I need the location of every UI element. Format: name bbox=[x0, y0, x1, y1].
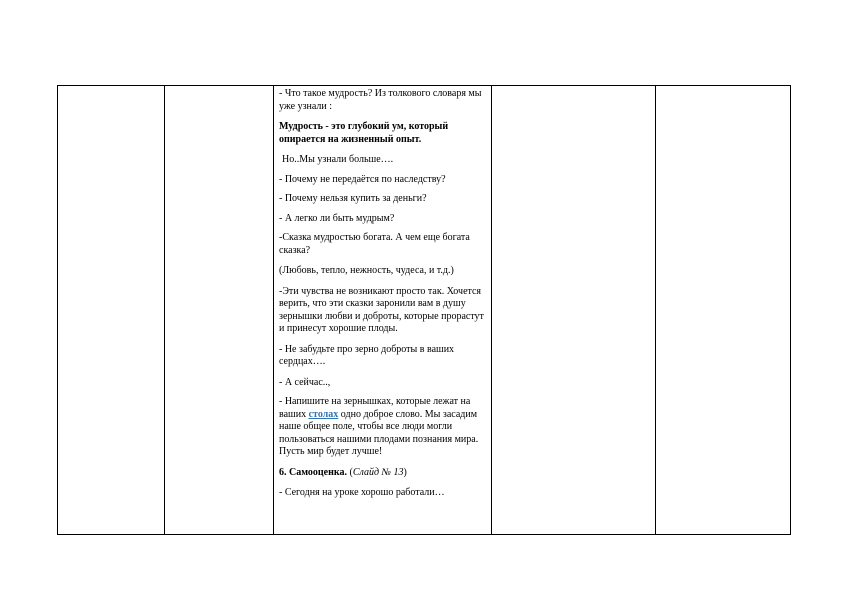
table-cell-col2 bbox=[165, 86, 274, 535]
teacher-activity-text bbox=[274, 86, 491, 534]
paragraph-wisdom-definition: Мудрость - это глубокий ум, который опирается на жизненный опыт. bbox=[279, 121, 449, 145]
slide-reference: Слайд № 13 bbox=[352, 466, 404, 478]
paragraph-learned-more: Но..Мы узнали больше…. bbox=[282, 154, 394, 165]
paragraph-inheritance-question: - Почему не передаётся по наследству? bbox=[279, 173, 446, 185]
lesson-plan-table bbox=[57, 85, 791, 535]
tables-link[interactable]: столах bbox=[308, 408, 339, 420]
paragraph-wisdom-question: - Что такое мудрость? Из толкового словаря мы уже узнали : bbox=[279, 88, 482, 112]
slide-paren-open: ( bbox=[346, 466, 353, 478]
table-cell-col1 bbox=[58, 86, 165, 535]
table-cell-teacher-activity bbox=[274, 86, 492, 535]
paragraph-and-now: - А сейчас.., bbox=[279, 376, 331, 388]
table-cell-col4 bbox=[492, 86, 656, 535]
self-assessment-heading: 6. Самооценка. bbox=[279, 466, 347, 478]
table-cell-col5 bbox=[656, 86, 791, 535]
paragraph-good-work: - Сегодня на уроке хорошо работали… bbox=[279, 487, 445, 498]
write-on-seeds-text-end: одно доброе слово. Мы засадим наше общее поле, чтобы все люди могли пользоваться нашими плодами познания мира. Пусть мир будет лучше! bbox=[279, 408, 479, 457]
paragraph-answers: (Любовь, тепло, нежность, чудеса, и т.д.) bbox=[279, 265, 454, 276]
paragraph-write-on-seeds bbox=[279, 396, 487, 459]
paragraph-feelings: -Эти чувства не возникают просто так. Хочется верить, что эти сказки заронили вам в душу зернышки любви и доброты, которые прорастут и принесут хорошие плоды. bbox=[279, 285, 484, 334]
paragraph-easy-question: - А легко ли быть мудрым? bbox=[279, 212, 395, 224]
slide-paren-close: ) bbox=[403, 466, 407, 478]
paragraph-fairy-tale-question: -Сказка мудростью богата. А чем еще богата сказка? bbox=[279, 232, 470, 256]
paragraph-self-assessment bbox=[279, 467, 487, 480]
write-on-seeds-text-start: - Напишите на зернышках, которые лежат на ваших bbox=[279, 396, 471, 420]
paragraph-buy-question: - Почему нельзя купить за деньги? bbox=[279, 193, 427, 204]
table-row bbox=[58, 86, 791, 535]
paragraph-kindness-seed: - Не забудьте про зерно доброты в ваших сердцах…. bbox=[279, 343, 455, 367]
